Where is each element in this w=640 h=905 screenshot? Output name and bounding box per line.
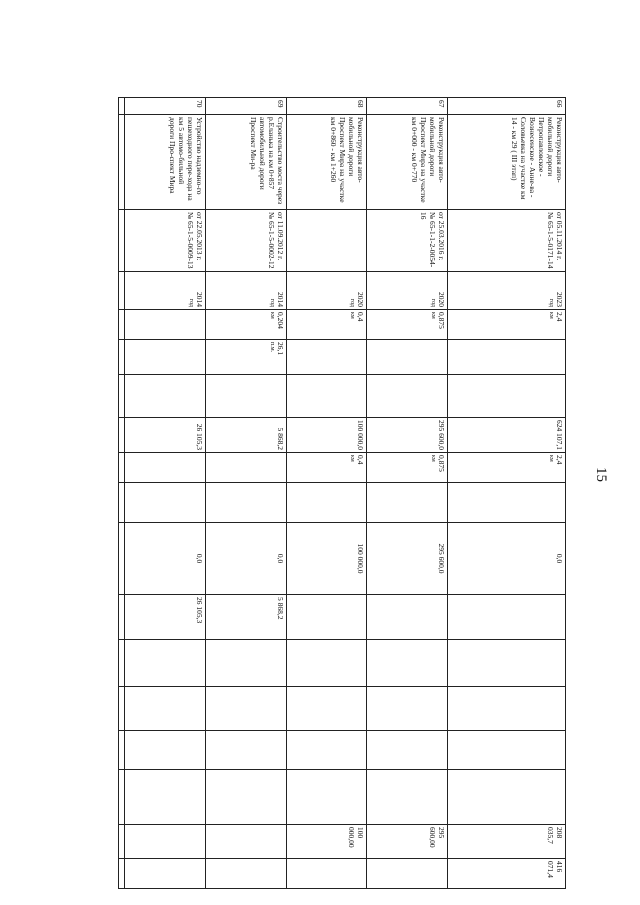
blank-cell [119, 98, 125, 115]
financing-value: 0,0 [448, 523, 566, 595]
blank-cell [125, 770, 206, 825]
blank-cell [119, 115, 125, 210]
expertise-doc: от 22.05.2013 г. № 65-1-5-0009-13 [125, 210, 206, 272]
row-number: 66 [448, 98, 566, 115]
completion-year: 2020 год [367, 272, 448, 310]
blank-cell [205, 770, 286, 825]
financing-prior: 5 868,2 [205, 595, 286, 640]
completion-year: 2014 год [125, 272, 206, 310]
blank-cell [119, 859, 125, 889]
financing-year-1 [125, 825, 206, 859]
financing-value: 0,0 [205, 523, 286, 595]
expertise-doc: от 11.09.2012 г. № 65-1-5-0002-12 [205, 210, 286, 272]
capacity-input [205, 453, 286, 483]
table-row [448, 98, 566, 889]
capacity-input: 0,4 км [286, 453, 367, 483]
financing-year-2 [125, 859, 206, 889]
blank-cell [286, 375, 367, 418]
capacity: 0,875 км [367, 310, 448, 340]
object-name: Реконструкция авто-мобильной дороги Проспект Мира на участке км 0+860 - км 1+260 [286, 115, 367, 210]
blank-cell [205, 687, 286, 731]
blank-cell [125, 483, 206, 523]
blank-cell [119, 272, 125, 310]
object-name: Строительство моста через р.Еланька на км 0+857 автомобильной дороги Проспект Ми-ра [205, 115, 286, 210]
blank-cell [119, 640, 125, 687]
blank-cell [286, 687, 367, 731]
capacity-input [125, 453, 206, 483]
blank-cell [448, 375, 566, 418]
blank-cell [119, 731, 125, 770]
financing-year-1: 100 000,00 [286, 825, 367, 859]
financing-prior [448, 595, 566, 640]
blank-cell [119, 453, 125, 483]
blank-cell [125, 731, 206, 770]
blank-cell [205, 731, 286, 770]
blank-cell [119, 375, 125, 418]
blank-cell [119, 418, 125, 453]
blank-cell [448, 687, 566, 731]
blank-cell [448, 640, 566, 687]
expertise-doc: от 05.11.2014 г. № 65-1-5-0171-14 [448, 210, 566, 272]
financing-prior [286, 595, 367, 640]
table-row [205, 98, 286, 889]
row-number: 69 [205, 98, 286, 115]
blank-cell [119, 825, 125, 859]
blank-cell [119, 770, 125, 825]
expertise-doc [286, 210, 367, 272]
financing-year-1: 295 600,00 [367, 825, 448, 859]
completion-year: 2020 год [286, 272, 367, 310]
financing-year-2: 416 071,4 [448, 859, 566, 889]
estimated-cost: 100 000,0 [286, 418, 367, 453]
financing-value: 0,0 [125, 523, 206, 595]
completion-year: 2014 год [205, 272, 286, 310]
financing-value: 295 600,0 [367, 523, 448, 595]
capacity: 0,4 км [286, 310, 367, 340]
blank-cell [367, 640, 448, 687]
blank-cell [119, 483, 125, 523]
blank-cell [286, 483, 367, 523]
financing-value: 100 000,0 [286, 523, 367, 595]
completion-year: 2023 год [448, 272, 566, 310]
table-row [125, 98, 206, 889]
financing-prior [367, 595, 448, 640]
blank-cell [125, 640, 206, 687]
blank-cell [367, 375, 448, 418]
blank-cell [119, 340, 125, 375]
table-frame [118, 97, 566, 878]
capacity-secondary [125, 340, 206, 375]
capacity-secondary [367, 340, 448, 375]
blank-cell [367, 731, 448, 770]
object-name: Реконструкция авто-мобильной дороги Петропавловское - Вознесенское - Анне-ва - Соловьевка на участке км 14 - км 29 ( III этап) [448, 115, 566, 210]
row-number: 70 [125, 98, 206, 115]
investment-table [118, 97, 566, 889]
blank-cell [286, 731, 367, 770]
financing-year-1 [205, 825, 286, 859]
financing-prior: 26 105,3 [125, 595, 206, 640]
capacity: 2,4 км [448, 310, 566, 340]
capacity-secondary: 26,1 п.м. [205, 340, 286, 375]
blank-cell [448, 770, 566, 825]
row-number: 67 [367, 98, 448, 115]
estimated-cost: 5 868,2 [205, 418, 286, 453]
blank-cell [119, 687, 125, 731]
blank-cell [125, 687, 206, 731]
blank-cell [125, 375, 206, 418]
table-row-empty [119, 98, 125, 889]
capacity: 0,204 км [205, 310, 286, 340]
capacity-input: 0,875 км [367, 453, 448, 483]
financing-year-2 [205, 859, 286, 889]
blank-cell [119, 523, 125, 595]
capacity-input: 2,4 км [448, 453, 566, 483]
blank-cell [119, 210, 125, 272]
blank-cell [448, 483, 566, 523]
object-name: Реконструкция авто-мобильной дороги Проспект Мира на участке км 0+000 - км 0+770 [367, 115, 448, 210]
blank-cell [367, 770, 448, 825]
row-number: 68 [286, 98, 367, 115]
blank-cell [119, 595, 125, 640]
blank-cell [205, 640, 286, 687]
capacity-secondary [448, 340, 566, 375]
table-row [286, 98, 367, 889]
blank-cell [205, 375, 286, 418]
blank-cell [367, 687, 448, 731]
page-number: 15 [593, 467, 609, 482]
blank-cell [367, 483, 448, 523]
blank-cell [286, 640, 367, 687]
capacity [125, 310, 206, 340]
blank-cell [448, 731, 566, 770]
blank-cell [286, 770, 367, 825]
capacity-secondary [286, 340, 367, 375]
object-name: Устройство надземно-го пешеходного пере-хода на км 5 автомо-бильной дороги Про-спект Мира [125, 115, 206, 210]
blank-cell [205, 483, 286, 523]
estimated-cost: 26 105,3 [125, 418, 206, 453]
blank-cell [119, 310, 125, 340]
estimated-cost: 295 600,0 [367, 418, 448, 453]
table-row [367, 98, 448, 889]
expertise-doc: от 25.03.2016 г. № 65-1-1-2-0054-16 [367, 210, 448, 272]
financing-year-1: 208 035,7 [448, 825, 566, 859]
financing-year-2 [286, 859, 367, 889]
financing-year-2 [367, 859, 448, 889]
estimated-cost: 624 107,1 [448, 418, 566, 453]
